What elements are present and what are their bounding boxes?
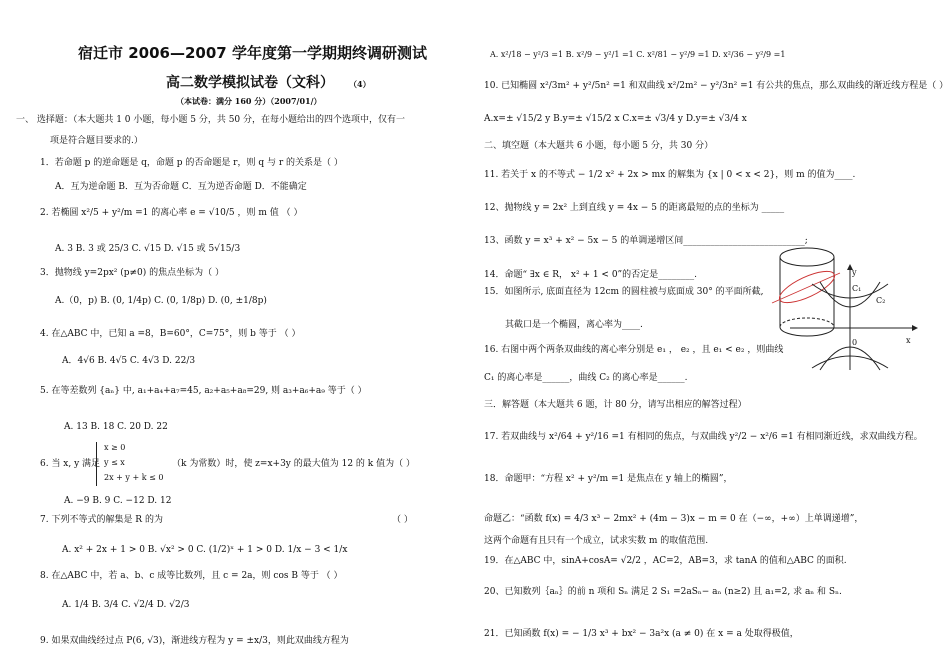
question-2: 2. 若椭圆 x²/5 + y²/m =1 的离心率 e = √10/5 ，则 m 值 （ ）: [40, 208, 303, 218]
question-6-options: A. −9 B. 9 C. −12 D. 12: [64, 496, 172, 506]
question-21: 21．已知函数 f(x) = − 1/3 x³ + bx² − 3a²x (a ≠ 0) 在 x = a 处取得极值，: [484, 629, 799, 639]
question-5: 5. 在等差数列 {aₙ} 中, a₁+a₄+a₇=45, a₂+a₅+a₈=29, 则 a₃+a₆+a₉ 等于（ ）: [40, 386, 367, 396]
question-17: 17. 若双曲线与 x²/64 + y²/16 =1 有相同的焦点，与双曲线 y²/2 − x²/6 =1 有相同渐近线，求双曲线方程。: [484, 432, 923, 442]
figure-c2-label: C₂: [876, 296, 886, 305]
figure-origin-label: 0: [852, 338, 858, 347]
figure-x-axis-label: x: [906, 336, 911, 345]
question-14: 14．命题“ ∃x ∈ R， x² + 1 < 0”的否定是________.: [484, 270, 698, 280]
question-3-options: A.（0，p) B. (0, 1/4p) C. (0, 1/8p) D. (0, ±1/8p): [55, 296, 267, 306]
section-1-heading-cont: 项是符合题目要求的.）: [50, 136, 143, 146]
question-13: 13、函数 y = x³ + x² − 5x − 5 的单调递增区间___________________________;: [484, 236, 808, 246]
question-8: 8. 在△ABC 中，若 a、b、c 成等比数列，且 c = 2a，则 cos B 等于 （ ）: [40, 571, 343, 581]
question-6-cont: （k 为常数）时，使 z=x+3y 的最大值为 12 的 k 值为（ ）: [172, 459, 415, 469]
question-6-brace: [96, 442, 100, 486]
question-5-options: A. 13 B. 18 C. 20 D. 22: [64, 422, 168, 432]
question-20: 20、已知数列｛aₙ｝的前 n 项和 Sₙ 满足 2 S₁ =2aSₙ− aₙ (n≥2) 且 a₁=2, 求 aₙ 和 Sₙ.: [484, 587, 842, 597]
question-18: 18．命题甲：“方程 x² + y²/m =1 是焦点在 y 轴上的椭圆”，: [484, 474, 733, 484]
question-18-cont-2: 这两个命题有且只有一个成立，试求实数 m 的取值范围.: [484, 536, 709, 546]
section-1-heading: 一、 选择题：（本大题共 1 0 小题，每小题 5 分，共 50 分，在每小题给出的四个选项中，仅有一: [16, 115, 406, 125]
exam-info: （本试卷：满分 160 分）（2007/01/）: [176, 96, 322, 106]
section-2-heading: 二、填空题（本大题共 6 小题，每小题 5 分，共 30 分）: [484, 141, 714, 151]
question-1-options: A．互为逆命题 B．互为否命题 C．互为逆否命题 D．不能确定: [55, 182, 307, 192]
hyperbola-figure: [790, 262, 920, 372]
figure-y-axis-label: y: [852, 268, 857, 277]
question-6-constraint-3: 2x + y + k ≤ 0: [104, 473, 164, 482]
question-10-options: A.x=± √15/2 y B.y=± √15/2 x C.x=± √3/4 y D.y=± √3/4 x: [484, 114, 747, 124]
exam-subtitle: 高二数学模拟试卷（文科）: [166, 75, 334, 91]
question-7: 7. 下列不等式的解集是 R 的为: [40, 515, 163, 525]
question-4: 4. 在△ABC 中，已知 a =8，B=60°，C=75°，则 b 等于 （ ）: [40, 329, 301, 339]
question-16-cont: C₁ 的离心率是______，曲线 C₂ 的离心率是______.: [484, 373, 688, 383]
paper-number: （4）: [349, 79, 371, 89]
figure-c1-label: C₁: [852, 284, 862, 293]
question-16: 16. 右图中两个两条双曲线的离心率分别是 e₁ ， e₂ ，且 e₁ < e₂ ，则曲线: [484, 345, 784, 355]
question-7-paren: （ ）: [392, 515, 413, 525]
question-8-options: A. 1/4 B. 3/4 C. √2/4 D. √2/3: [62, 600, 190, 610]
question-2-options: A. 3 B. 3 或 25/3 C. √15 D. √15 或 5√15/3: [55, 244, 241, 254]
section-3-heading: 三．解答题（本大题共 6 题，计 80 分，请写出相应的解答过程）: [484, 400, 747, 410]
question-18-cont-1: 命题乙：“函数 f(x) = 4/3 x³ − 2mx² + (4m − 3)x − m = 0 在（−∞，+∞）上单调递增”，: [484, 514, 864, 524]
question-6-constraint-1: x ≥ 0: [104, 443, 126, 452]
question-11: 11. 若关于 x 的不等式 − 1/2 x² + 2x > mx 的解集为 {x | 0 < x < 2}，则 m 的值为____.: [484, 170, 856, 180]
question-6-constraint-2: y ≤ x: [104, 458, 125, 467]
question-9: 9. 如果双曲线经过点 P(6, √3)，渐进线方程为 y = ±x/3，则此双曲线方程为: [40, 636, 349, 646]
exam-title: 宿迁市 2006—2007 学年度第一学期期终调研测试: [78, 44, 427, 62]
question-1: 1．若命题 p 的逆命题是 q，命题 p 的否命题是 r，则 q 与 r 的关系是（ ）: [40, 158, 343, 168]
question-10: 10. 已知椭圆 x²/3m² + y²/5n² =1 和双曲线 x²/2m² − y²/3n² =1 有公共的焦点，那么双曲线的渐近线方程是（ ）: [484, 81, 949, 91]
question-15-cont: 其截口是一个椭圆，离心率为____.: [505, 320, 643, 330]
question-3: 3．抛物线 y=2px² (p≠0) 的焦点坐标为（ ）: [40, 268, 225, 278]
question-6: 6. 当 x, y 满足: [40, 459, 101, 469]
question-9-options: A. x²/18 − y²/3 =1 B. x²/9 − y²/1 =1 C. x²/81 − y²/9 =1 D. x²/36 − y²/9 =1: [490, 50, 786, 59]
question-4-options: A．4√6 B. 4√5 C. 4√3 D. 22/3: [62, 356, 196, 366]
question-7-options: A. x² + 2x + 1 > 0 B. √x² > 0 C. (1/2)ˣ + 1 > 0 D. 1/x − 3 < 1/x: [62, 545, 348, 555]
question-15: 15．如图所示, 底面直径为 12cm 的圆柱被与底面成 30° 的平面所截,: [484, 287, 764, 297]
question-19: 19．在△ABC 中，sinA+cosA= √2/2 ，AC=2，AB=3，求 tanA 的值和△ABC 的面积.: [484, 556, 847, 566]
question-12: 12、抛物线 y = 2x² 上到直线 y = 4x − 5 的距离最短的点的坐标为 _____: [484, 203, 785, 213]
